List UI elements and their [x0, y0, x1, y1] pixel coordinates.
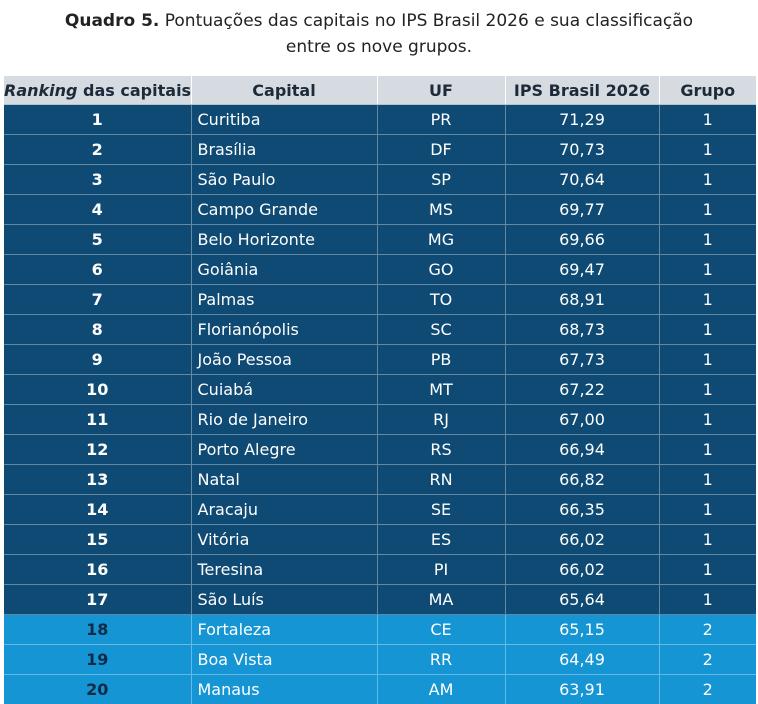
ips-score-cell: 66,35 [505, 495, 659, 525]
uf-cell: SC [377, 315, 505, 345]
table-row [4, 555, 756, 585]
uf-cell: TO [377, 285, 505, 315]
rank-cell: 4 [4, 195, 191, 225]
caption-label: Quadro 5. [65, 11, 159, 31]
table-row [4, 315, 756, 345]
uf-cell: PR [377, 105, 505, 135]
ips-score-cell: 65,64 [505, 585, 659, 615]
capital-cell: Aracaju [191, 495, 377, 525]
uf-cell: DF [377, 135, 505, 165]
uf-cell: RJ [377, 405, 505, 435]
table-body [4, 105, 756, 704]
capital-cell: Natal [191, 465, 377, 495]
table-row [4, 585, 756, 615]
uf-cell: MT [377, 375, 505, 405]
uf-cell: GO [377, 255, 505, 285]
header-ranking-rest: das capitais [77, 81, 191, 100]
ips-score-cell: 69,77 [505, 195, 659, 225]
rank-cell: 17 [4, 585, 191, 615]
table-row [4, 345, 756, 375]
grupo-cell: 1 [659, 255, 756, 285]
table-row [4, 375, 756, 405]
rank-cell: 10 [4, 375, 191, 405]
rank-cell: 14 [4, 495, 191, 525]
capital-cell: Vitória [191, 525, 377, 555]
caption-text-line2: entre os nove grupos. [0, 34, 758, 60]
capital-cell: Belo Horizonte [191, 225, 377, 255]
uf-cell: PB [377, 345, 505, 375]
rank-cell: 6 [4, 255, 191, 285]
capital-cell: Florianópolis [191, 315, 377, 345]
uf-cell: RS [377, 435, 505, 465]
grupo-cell: 1 [659, 105, 756, 135]
table-row [4, 615, 756, 645]
capital-cell: Cuiabá [191, 375, 377, 405]
grupo-cell: 1 [659, 135, 756, 165]
grupo-cell: 1 [659, 285, 756, 315]
grupo-cell: 1 [659, 465, 756, 495]
rank-cell: 11 [4, 405, 191, 435]
ips-score-cell: 66,02 [505, 525, 659, 555]
ips-score-cell: 66,94 [505, 435, 659, 465]
grupo-cell: 1 [659, 225, 756, 255]
capital-cell: Palmas [191, 285, 377, 315]
table-row [4, 285, 756, 315]
ips-score-cell: 70,73 [505, 135, 659, 165]
grupo-cell: 1 [659, 405, 756, 435]
capital-cell: João Pessoa [191, 345, 377, 375]
table-row [4, 255, 756, 285]
rank-cell: 5 [4, 225, 191, 255]
grupo-cell: 1 [659, 375, 756, 405]
rank-cell: 13 [4, 465, 191, 495]
uf-cell: SE [377, 495, 505, 525]
ips-score-cell: 64,49 [505, 645, 659, 675]
grupo-cell: 1 [659, 195, 756, 225]
rank-cell: 8 [4, 315, 191, 345]
capital-cell: São Luís [191, 585, 377, 615]
header-row [4, 76, 756, 105]
ips-score-cell: 68,91 [505, 285, 659, 315]
rank-cell: 18 [4, 615, 191, 645]
capital-cell: Goiânia [191, 255, 377, 285]
table-row [4, 435, 756, 465]
grupo-cell: 1 [659, 525, 756, 555]
ips-score-cell: 69,66 [505, 225, 659, 255]
capital-cell: Porto Alegre [191, 435, 377, 465]
ips-score-cell: 69,47 [505, 255, 659, 285]
uf-cell: AM [377, 675, 505, 704]
capital-cell: São Paulo [191, 165, 377, 195]
header-uf: UF [377, 76, 505, 105]
uf-cell: RR [377, 645, 505, 675]
header-ips: IPS Brasil 2026 [505, 76, 659, 105]
uf-cell: MA [377, 585, 505, 615]
capital-cell: Brasília [191, 135, 377, 165]
grupo-cell: 1 [659, 315, 756, 345]
table-row [4, 675, 756, 704]
table-row [4, 645, 756, 675]
uf-cell: RN [377, 465, 505, 495]
uf-cell: PI [377, 555, 505, 585]
capital-cell: Campo Grande [191, 195, 377, 225]
ips-score-cell: 71,29 [505, 105, 659, 135]
ips-score-cell: 66,02 [505, 555, 659, 585]
capital-cell: Fortaleza [191, 615, 377, 645]
ips-score-cell: 67,73 [505, 345, 659, 375]
header-grupo: Grupo [659, 76, 756, 105]
header-ranking-emphasis: Ranking [4, 81, 77, 100]
table-row [4, 405, 756, 435]
capital-cell: Curitiba [191, 105, 377, 135]
rank-cell: 1 [4, 105, 191, 135]
table-caption [0, 8, 758, 60]
header-capital: Capital [191, 76, 377, 105]
ips-score-cell: 63,91 [505, 675, 659, 704]
table-row [4, 525, 756, 555]
rank-cell: 7 [4, 285, 191, 315]
rank-cell: 9 [4, 345, 191, 375]
rank-cell: 12 [4, 435, 191, 465]
ips-score-cell: 67,22 [505, 375, 659, 405]
capital-cell: Rio de Janeiro [191, 405, 377, 435]
table-row [4, 135, 756, 165]
ips-score-cell: 67,00 [505, 405, 659, 435]
capital-cell: Teresina [191, 555, 377, 585]
header-ranking [4, 76, 191, 105]
capital-cell: Boa Vista [191, 645, 377, 675]
table-row [4, 225, 756, 255]
rank-cell: 20 [4, 675, 191, 704]
table-row [4, 105, 756, 135]
grupo-cell: 1 [659, 585, 756, 615]
rank-cell: 3 [4, 165, 191, 195]
caption-text-line1: Pontuações das capitais no IPS Brasil 2026 e sua classificação [159, 11, 693, 31]
grupo-cell: 1 [659, 495, 756, 525]
rank-cell: 19 [4, 645, 191, 675]
table-row [4, 465, 756, 495]
ranking-table [4, 76, 756, 704]
uf-cell: MG [377, 225, 505, 255]
grupo-cell: 2 [659, 675, 756, 704]
table-row [4, 165, 756, 195]
grupo-cell: 1 [659, 435, 756, 465]
uf-cell: ES [377, 525, 505, 555]
ips-score-cell: 65,15 [505, 615, 659, 645]
grupo-cell: 2 [659, 615, 756, 645]
grupo-cell: 1 [659, 165, 756, 195]
ips-score-cell: 66,82 [505, 465, 659, 495]
ips-score-cell: 70,64 [505, 165, 659, 195]
table-row [4, 495, 756, 525]
uf-cell: MS [377, 195, 505, 225]
uf-cell: SP [377, 165, 505, 195]
uf-cell: CE [377, 615, 505, 645]
grupo-cell: 1 [659, 555, 756, 585]
rank-cell: 16 [4, 555, 191, 585]
grupo-cell: 1 [659, 345, 756, 375]
rank-cell: 15 [4, 525, 191, 555]
capital-cell: Manaus [191, 675, 377, 704]
table-row [4, 195, 756, 225]
rank-cell: 2 [4, 135, 191, 165]
ips-score-cell: 68,73 [505, 315, 659, 345]
grupo-cell: 2 [659, 645, 756, 675]
